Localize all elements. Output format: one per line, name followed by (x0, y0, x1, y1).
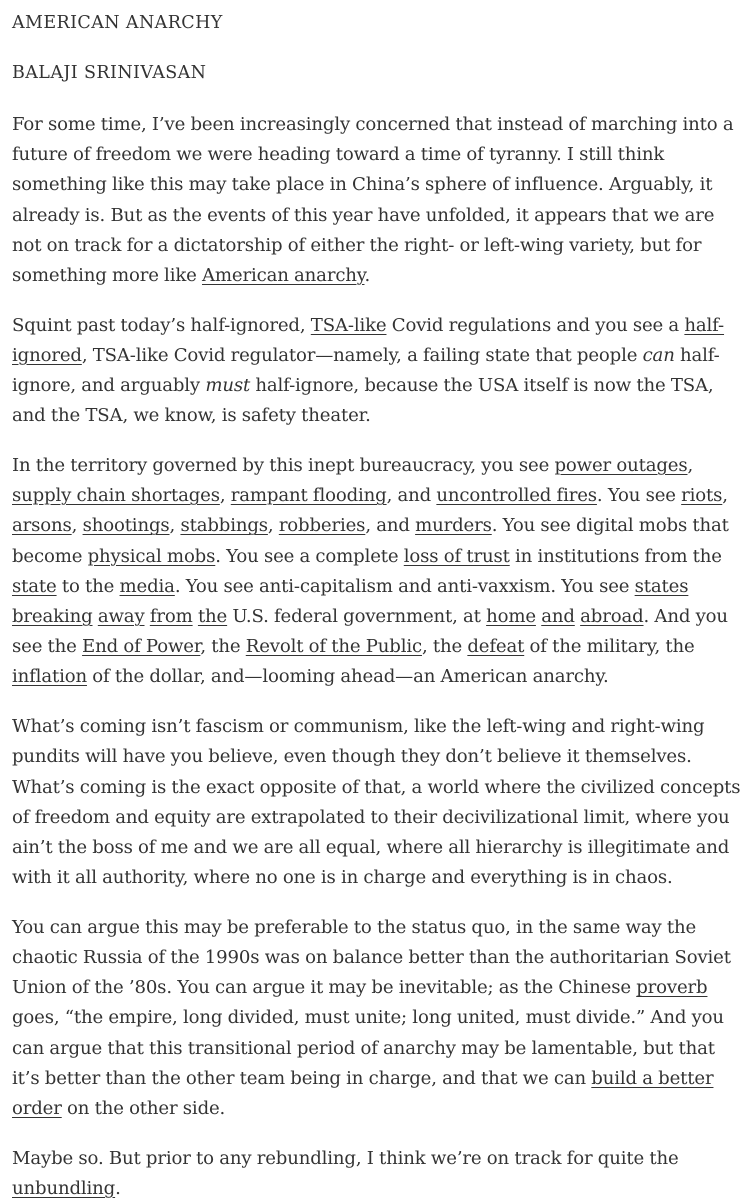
link-home[interactable]: home (486, 606, 536, 628)
text: You can argue this may be preferable to the status quo, in the same way the chaotic Russia of the 1990s was on balance better than the authoritarian Soviet Union of the ’80s. You can argue it may be inevitable; as the Chinese (12, 916, 731, 999)
link-end-of-power[interactable]: End of Power (82, 636, 201, 658)
link-rampant-flooding[interactable]: rampant flooding (230, 485, 387, 507)
text: . (115, 1178, 121, 1199)
link-build-a-better-order[interactable]: build a better order (12, 1067, 714, 1120)
article-title: AMERICAN ANARCHY (12, 13, 223, 33)
link-proverb[interactable]: proverb (636, 977, 708, 999)
link-state[interactable]: state (12, 575, 57, 597)
text: goes, “the empire, long divided, must unite; long united, must divide.” And you can argue that this transitional period of anarchy may be lamentable, but that it’s better than the other team being in charge, and that we can (12, 1007, 724, 1089)
text: Covid regulations and you see a (386, 314, 685, 336)
text: , and (365, 515, 416, 537)
link-inflation[interactable]: inflation (12, 666, 87, 688)
paragraph-5 (12, 913, 742, 1124)
text: , the (200, 636, 246, 658)
text: , (71, 515, 83, 537)
link-tsa-like[interactable]: TSA-like (310, 314, 387, 336)
text: . You see a complete (215, 545, 404, 567)
text: of the dollar, and—looming ahead—an American anarchy. (86, 666, 609, 688)
text: , (267, 515, 279, 537)
text: , TSA-like Covid regulator—namely, a failing state that people (81, 344, 643, 366)
link-and[interactable]: and (541, 606, 575, 628)
text: For some time, I’ve been increasingly concerned that instead of marching into a future of freedom we were heading toward a time of tyranny. I still think something like this may take place in China’s sphere of influence. Arguably, it already is. But as the events of this year have unfolded, it appears that we are not on track for a dictatorship of either the right- or left-wing variety, but for something more like (12, 114, 734, 287)
text: half-ignore, because the USA itself is now the TSA, and the TSA, we know, is safety theater. (12, 375, 714, 427)
link-abroad[interactable]: abroad (580, 606, 644, 628)
paragraph-6 (12, 1144, 742, 1204)
link-murders[interactable]: murders (415, 515, 492, 537)
text: , (722, 485, 728, 507)
text: in institutions from the (509, 545, 722, 567)
text: Maybe so. But prior to any rebundling, I think we’re on track for quite the (12, 1147, 679, 1169)
link-robberies[interactable]: robberies (278, 515, 366, 537)
text: , (169, 515, 181, 537)
text: to the (56, 575, 120, 597)
article-body (12, 110, 742, 1204)
paragraph-3 (12, 451, 742, 693)
link-physical-mobs[interactable]: physical mobs (87, 545, 216, 567)
text: . You see digital mobs that become (12, 515, 729, 567)
link-stabbings[interactable]: stabbings (180, 515, 268, 537)
paragraph-4: What’s coming isn’t fascism or communism, like the left-wing and right-wing pundits will have you believe, even though they don’t believe it themselves. What’s coming is the exact opposite of that, a world where the civilized concepts of freedom and equity are extrapolated to their decivilizational limit, where you ain’t the boss of me and we are all equal, where all hierarchy is illegitimate and with it all authority, where no one is in charge and everything is in chaos. (12, 716, 741, 889)
link-breaking[interactable]: breaking (12, 606, 93, 628)
link-uncontrolled-fires[interactable]: uncontrolled fires (436, 485, 597, 507)
link-half-ignored[interactable]: half-ignored (12, 314, 725, 366)
link-states[interactable]: states (634, 575, 689, 597)
link-loss-of-trust[interactable]: loss of trust (403, 545, 510, 567)
text: . (364, 265, 371, 287)
link-defeat[interactable]: defeat (467, 636, 525, 658)
text: Squint past today’s half-ignored, (12, 314, 311, 336)
text: , and (386, 485, 437, 507)
author-name: BALAJI SRINIVASAN (12, 63, 207, 83)
link-unbundling[interactable]: unbundling (12, 1178, 116, 1199)
text: of the military, the (524, 636, 695, 658)
text: , (687, 455, 694, 477)
text: In the territory governed by this inept bureaucracy, you see (12, 455, 555, 477)
link-supply-chain-shortages[interactable]: supply chain shortages (12, 485, 220, 507)
link-riots[interactable]: riots (681, 485, 723, 507)
link-the[interactable]: the (197, 606, 228, 628)
link-from[interactable]: from (149, 606, 193, 628)
text: . You see (596, 485, 682, 507)
text: , (219, 485, 231, 507)
link-arsons[interactable]: arsons (12, 515, 72, 537)
link-power-outages[interactable]: power outages (554, 455, 688, 477)
text: , the (421, 636, 468, 658)
link-american-anarchy[interactable]: American anarchy (202, 265, 365, 287)
text: . You see anti-capitalism and anti-vaxxism. You see (174, 575, 635, 597)
paragraph-2 (12, 311, 742, 432)
text: half-ignore, and arguably (12, 344, 720, 397)
link-away[interactable]: away (97, 606, 145, 628)
link-revolt-of-the-public[interactable]: Revolt of the Public (245, 636, 422, 658)
text: U.S. federal government, at (227, 606, 487, 628)
link-shootings[interactable]: shootings (82, 515, 170, 537)
emphasis-can: can (642, 344, 675, 366)
emphasis-must: must (205, 375, 251, 397)
link-media[interactable]: media (119, 575, 175, 597)
text: on the other side. (61, 1098, 226, 1120)
paragraph-1 (12, 110, 742, 291)
text: . And you see the (12, 606, 728, 658)
